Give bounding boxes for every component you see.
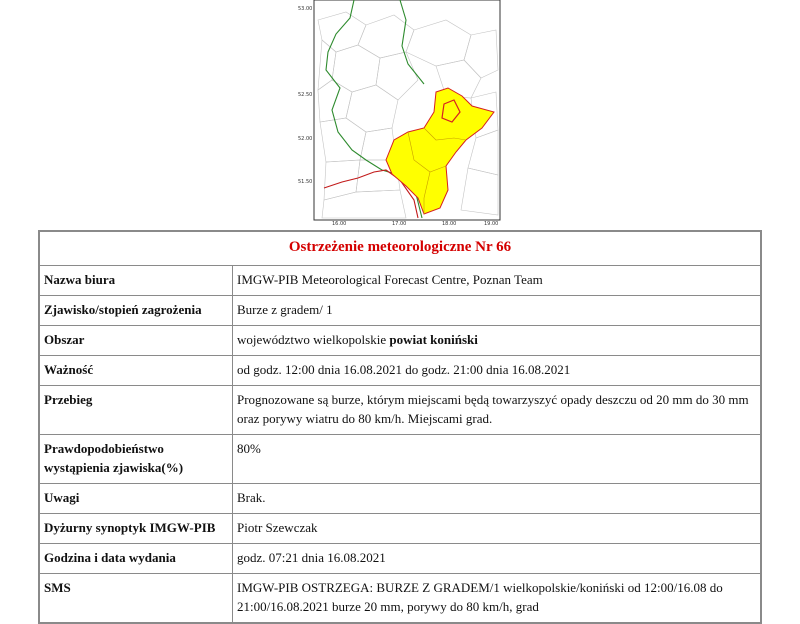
label-sms: SMS bbox=[39, 574, 233, 624]
warning-title-row bbox=[39, 231, 761, 266]
svg-text:53.00: 53.00 bbox=[298, 6, 313, 12]
value-remarks: Brak. bbox=[233, 484, 762, 514]
table-row bbox=[39, 514, 761, 544]
svg-text:19.00: 19.00 bbox=[484, 221, 499, 225]
value-area-voivodeship: województwo wielkopolskie bbox=[237, 332, 387, 347]
value-phenomenon-level: Burze z gradem/ 1 bbox=[233, 296, 762, 326]
svg-text:16.00: 16.00 bbox=[332, 221, 347, 225]
lon-tick-labels bbox=[332, 221, 498, 225]
table-row bbox=[39, 574, 761, 624]
label-issue-time: Godzina i data wydania bbox=[39, 544, 233, 574]
label-phenomenon-level: Zjawisko/stopień zagrożenia bbox=[39, 296, 233, 326]
svg-text:52.00: 52.00 bbox=[298, 136, 313, 142]
table-row bbox=[39, 435, 761, 484]
svg-text:52.50: 52.50 bbox=[298, 92, 313, 98]
warning-table bbox=[38, 230, 762, 624]
warning-title: Ostrzeżenie meteorologiczne Nr 66 bbox=[39, 231, 761, 266]
label-validity: Ważność bbox=[39, 356, 233, 386]
value-validity: od godz. 12:00 dnia 16.08.2021 do godz. 21:00 dnia 16.08.2021 bbox=[233, 356, 762, 386]
table-row bbox=[39, 356, 761, 386]
value-sms: IMGW-PIB OSTRZEGA: BURZE Z GRADEM/1 wielkopolskie/koniński od 12:00/16.08 do 21:00/16.08.2021 burze 20 mm, porywy do 80 km/h, grad bbox=[233, 574, 762, 624]
value-area bbox=[233, 326, 762, 356]
table-row bbox=[39, 484, 761, 514]
label-remarks: Uwagi bbox=[39, 484, 233, 514]
table-row bbox=[39, 386, 761, 435]
warning-map bbox=[296, 0, 504, 225]
label-office-name: Nazwa biura bbox=[39, 266, 233, 296]
value-issue-time: godz. 07:21 dnia 16.08.2021 bbox=[233, 544, 762, 574]
label-probability: Prawdopodobieństwo wystąpienia zjawiska(%) bbox=[39, 435, 233, 484]
svg-text:17.00: 17.00 bbox=[392, 221, 407, 225]
value-area-county: powiat koniński bbox=[389, 332, 478, 347]
table-row bbox=[39, 326, 761, 356]
table-row bbox=[39, 266, 761, 296]
lat-tick-labels bbox=[298, 6, 312, 185]
label-course: Przebieg bbox=[39, 386, 233, 435]
value-probability: 80% bbox=[233, 435, 762, 484]
value-course: Prognozowane są burze, którym miejscami będą towarzyszyć opady deszczu od 20 mm do 30 mm oraz porywy wiatru do 80 km/h. Miejscami grad. bbox=[233, 386, 762, 435]
value-office-name: IMGW-PIB Meteorological Forecast Centre, Poznan Team bbox=[233, 266, 762, 296]
map-svg bbox=[296, 0, 504, 225]
label-forecaster: Dyżurny synoptyk IMGW-PIB bbox=[39, 514, 233, 544]
svg-text:18.00: 18.00 bbox=[442, 221, 457, 225]
value-forecaster: Piotr Szewczak bbox=[233, 514, 762, 544]
table-row bbox=[39, 296, 761, 326]
label-area: Obszar bbox=[39, 326, 233, 356]
svg-text:51.50: 51.50 bbox=[298, 179, 313, 185]
table-row bbox=[39, 544, 761, 574]
